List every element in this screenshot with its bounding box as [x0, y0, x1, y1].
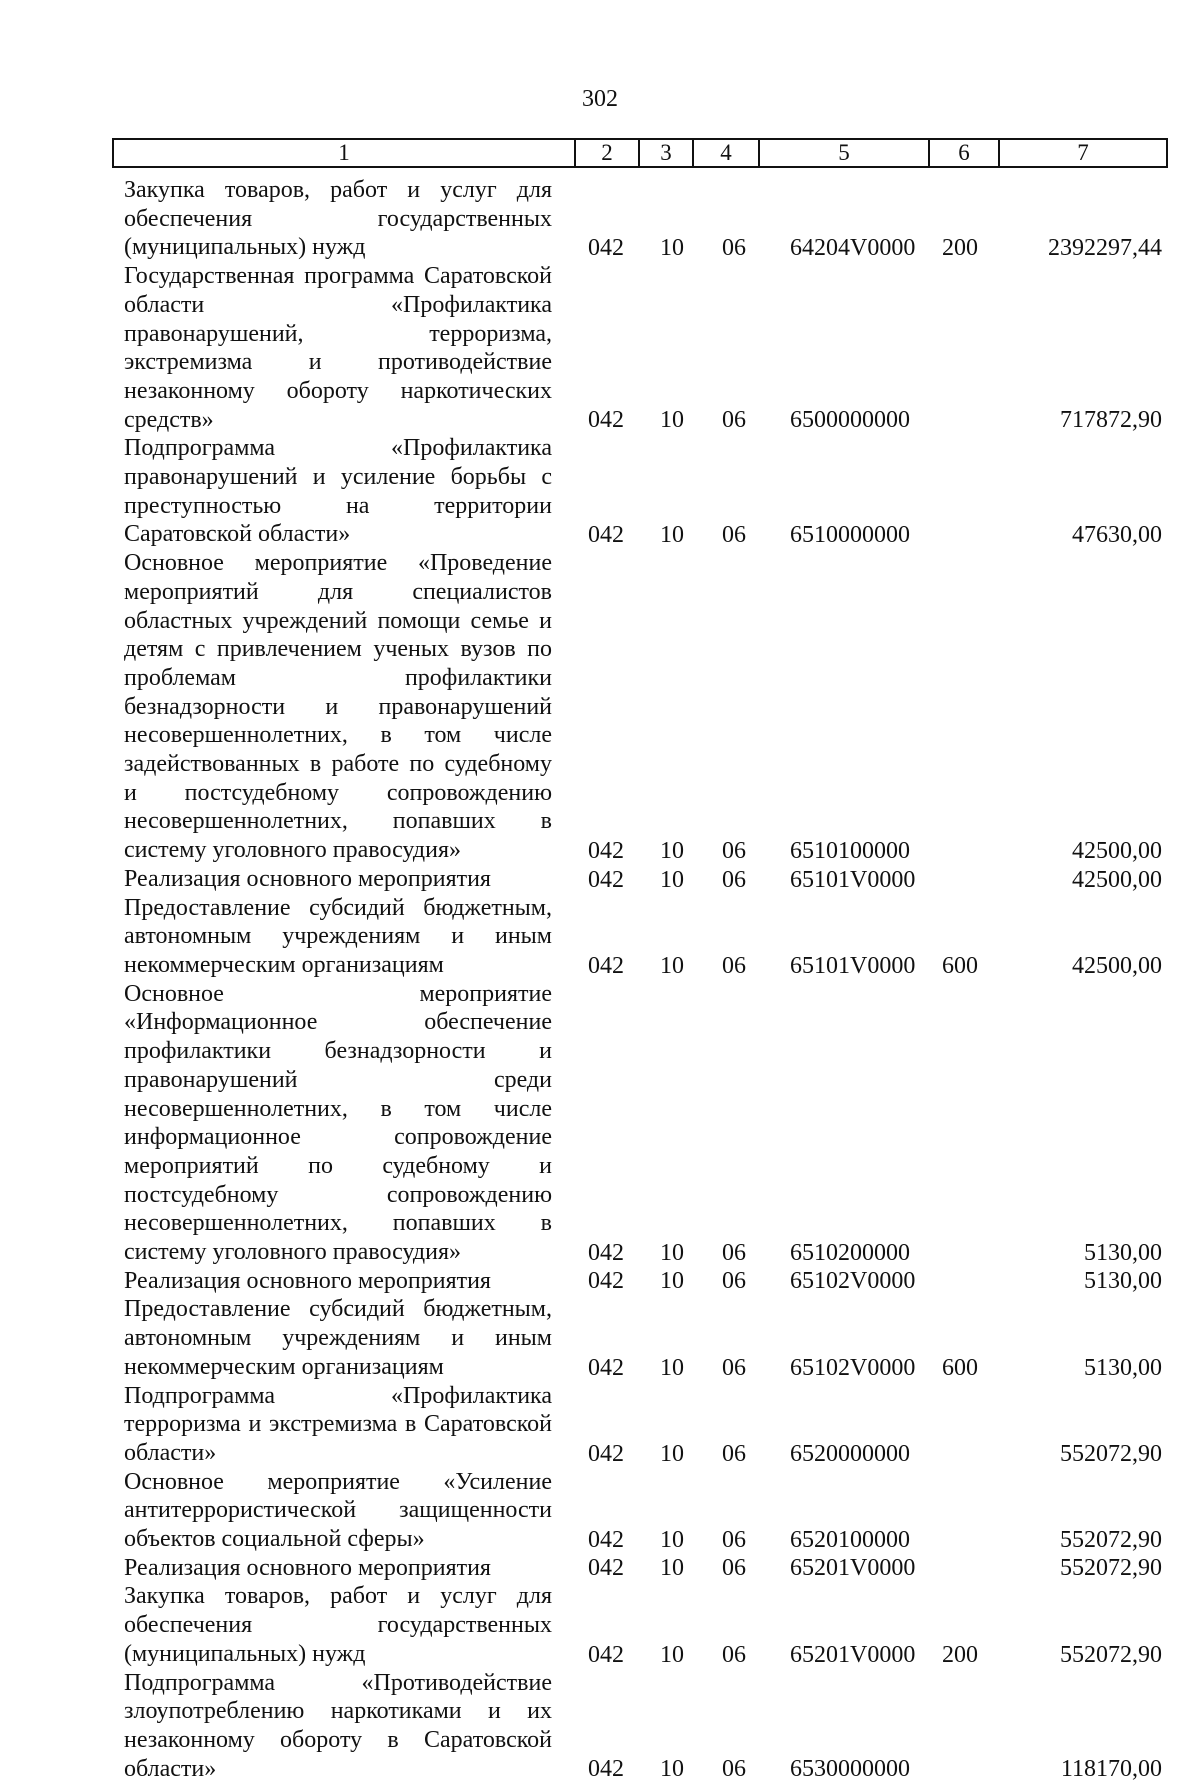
cell-c3: 10: [660, 1354, 684, 1381]
cell-c4: 06: [722, 1756, 746, 1783]
cell-c7: 42500,00: [1072, 866, 1162, 893]
cell-c7: 2392297,44: [1048, 235, 1162, 262]
table-row: [0, 865, 1200, 894]
cell-c5: 6510200000: [790, 1239, 910, 1266]
table-row: [0, 1468, 1200, 1554]
cell-c5: 6510100000: [790, 837, 910, 864]
cell-c3: 10: [660, 1239, 684, 1266]
row-description: Реализация основного мероприятия: [124, 865, 491, 892]
cell-c7: 47630,00: [1072, 522, 1162, 549]
cell-c2: 042: [588, 1641, 624, 1668]
cell-c4: 06: [722, 1268, 746, 1295]
cell-c2: 042: [588, 1354, 624, 1381]
cell-c7: 717872,90: [1060, 407, 1162, 434]
cell-c2: 042: [588, 522, 624, 549]
cell-c5: 6520100000: [790, 1526, 910, 1553]
cell-c7: 552072,90: [1060, 1641, 1162, 1668]
cell-c5: 65201V0000: [790, 1555, 916, 1582]
table-row: [0, 549, 1200, 865]
cell-c3: 10: [660, 1440, 684, 1467]
cell-c3: 10: [660, 952, 684, 979]
row-description: Основное мероприятие «Проведение мероприятий для специалистов областных учреждений помощи семье и детям с привлечением ученых вузов по проблемам профилактики безнадзорности и правонарушений несовершеннолетних, в том числе задействованных в работе по судебному и постсудебному сопровождению несовершеннолетних, попавших в систему уголовного правосудия»: [124, 550, 552, 864]
cell-c6: 200: [942, 1641, 978, 1668]
table-row: [0, 1267, 1200, 1296]
row-values: [0, 1239, 1200, 1267]
table-row: [0, 1295, 1200, 1381]
table-row: [0, 894, 1200, 980]
cell-c3: 10: [660, 837, 684, 864]
header-col-5: 5: [759, 139, 929, 167]
row-values: [0, 866, 1200, 894]
row-values: [0, 521, 1200, 549]
cell-c3: 10: [660, 866, 684, 893]
row-description: Подпрограмма «Профилактика терроризма и экстремизма в Саратовской области»: [124, 1382, 552, 1466]
cell-c4: 06: [722, 235, 746, 262]
header-col-1: 1: [113, 139, 575, 167]
budget-table-body: [0, 176, 1200, 1783]
row-description: Подпрограмма «Противодействие злоупотреблению наркотиками и их незаконному обороту в Саратовской области»: [124, 1669, 552, 1782]
table-row: [0, 1669, 1200, 1783]
cell-c3: 10: [660, 1555, 684, 1582]
cell-c5: 6530000000: [790, 1756, 910, 1783]
row-description: Государственная программа Саратовской области «Профилактика правонарушений, терроризма, экстремизма и противодействие незаконному обороту наркотических средств»: [124, 263, 552, 433]
cell-c6: 600: [942, 952, 978, 979]
row-values: [0, 406, 1200, 434]
row-values: [0, 1440, 1200, 1468]
table-row: [0, 176, 1200, 262]
row-description: Закупка товаров, работ и услуг для обеспечения государственных (муниципальных) нужд: [124, 177, 552, 261]
header-col-6: 6: [929, 139, 999, 167]
cell-c2: 042: [588, 235, 624, 262]
row-values: [0, 1755, 1200, 1783]
cell-c5: 64204V0000: [790, 235, 916, 262]
row-values: [0, 952, 1200, 980]
cell-c6: 200: [942, 235, 978, 262]
cell-c2: 042: [588, 1526, 624, 1553]
page-number: 302: [582, 86, 618, 112]
cell-c3: 10: [660, 1268, 684, 1295]
cell-c2: 042: [588, 837, 624, 864]
cell-c5: 6520000000: [790, 1440, 910, 1467]
cell-c7: 5130,00: [1084, 1239, 1162, 1266]
cell-c7: 552072,90: [1060, 1555, 1162, 1582]
cell-c7: 5130,00: [1084, 1268, 1162, 1295]
cell-c2: 042: [588, 866, 624, 893]
cell-c3: 10: [660, 235, 684, 262]
cell-c4: 06: [722, 1239, 746, 1266]
cell-c4: 06: [722, 1526, 746, 1553]
cell-c2: 042: [588, 1268, 624, 1295]
cell-c4: 06: [722, 952, 746, 979]
cell-c5: 65102V0000: [790, 1354, 916, 1381]
header-col-7: 7: [999, 139, 1167, 167]
table-row: [0, 1554, 1200, 1583]
cell-c4: 06: [722, 1440, 746, 1467]
cell-c5: 65101V0000: [790, 866, 916, 893]
row-values: [0, 234, 1200, 262]
row-description: Основное мероприятие «Информационное обеспечение профилактики безнадзорности и правонарушений среди несовершеннолетних, в том числе информационное сопровождение мероприятий по судебному и постсудебному сопровождению несовершеннолетних, попавших в систему уголовного правосудия»: [124, 980, 552, 1266]
header-col-2: 2: [575, 139, 639, 167]
cell-c7: 42500,00: [1072, 952, 1162, 979]
table-header: [112, 138, 1168, 168]
table-row: [0, 1582, 1200, 1668]
cell-c3: 10: [660, 1756, 684, 1783]
row-description: Подпрограмма «Профилактика правонарушений и усиление борьбы с преступностью на территории Саратовской области»: [124, 435, 552, 548]
table-row: [0, 1382, 1200, 1468]
cell-c5: 65102V0000: [790, 1268, 916, 1295]
header-col-3: 3: [639, 139, 693, 167]
cell-c4: 06: [722, 1354, 746, 1381]
cell-c2: 042: [588, 1440, 624, 1467]
cell-c3: 10: [660, 522, 684, 549]
cell-c4: 06: [722, 866, 746, 893]
table-row: [0, 980, 1200, 1267]
row-values: [0, 1526, 1200, 1554]
cell-c7: 42500,00: [1072, 837, 1162, 864]
cell-c5: 65201V0000: [790, 1641, 916, 1668]
row-description: Реализация основного мероприятия: [124, 1267, 491, 1294]
cell-c3: 10: [660, 407, 684, 434]
row-values: [0, 837, 1200, 865]
cell-c5: 6500000000: [790, 407, 910, 434]
cell-c2: 042: [588, 1756, 624, 1783]
row-description: Закупка товаров, работ и услуг для обеспечения государственных (муниципальных) нужд: [124, 1583, 552, 1667]
cell-c5: 65101V0000: [790, 952, 916, 979]
cell-c3: 10: [660, 1526, 684, 1553]
cell-c2: 042: [588, 952, 624, 979]
row-values: [0, 1641, 1200, 1669]
cell-c4: 06: [722, 407, 746, 434]
table-row: [0, 262, 1200, 434]
cell-c4: 06: [722, 1555, 746, 1582]
table-row: [0, 434, 1200, 549]
row-description: Предоставление субсидий бюджетным, автономным учреждениям и иным некоммерческим организациям: [124, 1296, 552, 1380]
cell-c7: 118170,00: [1060, 1756, 1162, 1783]
row-description: Реализация основного мероприятия: [124, 1554, 491, 1581]
cell-c6: 600: [942, 1354, 978, 1381]
cell-c4: 06: [722, 522, 746, 549]
cell-c2: 042: [588, 1239, 624, 1266]
row-values: [0, 1267, 1200, 1295]
cell-c7: 552072,90: [1060, 1440, 1162, 1467]
cell-c7: 552072,90: [1060, 1526, 1162, 1553]
header-col-4: 4: [693, 139, 759, 167]
cell-c2: 042: [588, 407, 624, 434]
cell-c4: 06: [722, 837, 746, 864]
row-values: [0, 1354, 1200, 1382]
cell-c4: 06: [722, 1641, 746, 1668]
cell-c3: 10: [660, 1641, 684, 1668]
cell-c7: 5130,00: [1084, 1354, 1162, 1381]
cell-c5: 6510000000: [790, 522, 910, 549]
row-values: [0, 1554, 1200, 1582]
row-description: Предоставление субсидий бюджетным, автономным учреждениям и иным некоммерческим организациям: [124, 894, 552, 978]
row-description: Основное мероприятие «Усиление антитеррористической защищенности объектов социальной сферы»: [124, 1468, 552, 1553]
cell-c2: 042: [588, 1555, 624, 1582]
